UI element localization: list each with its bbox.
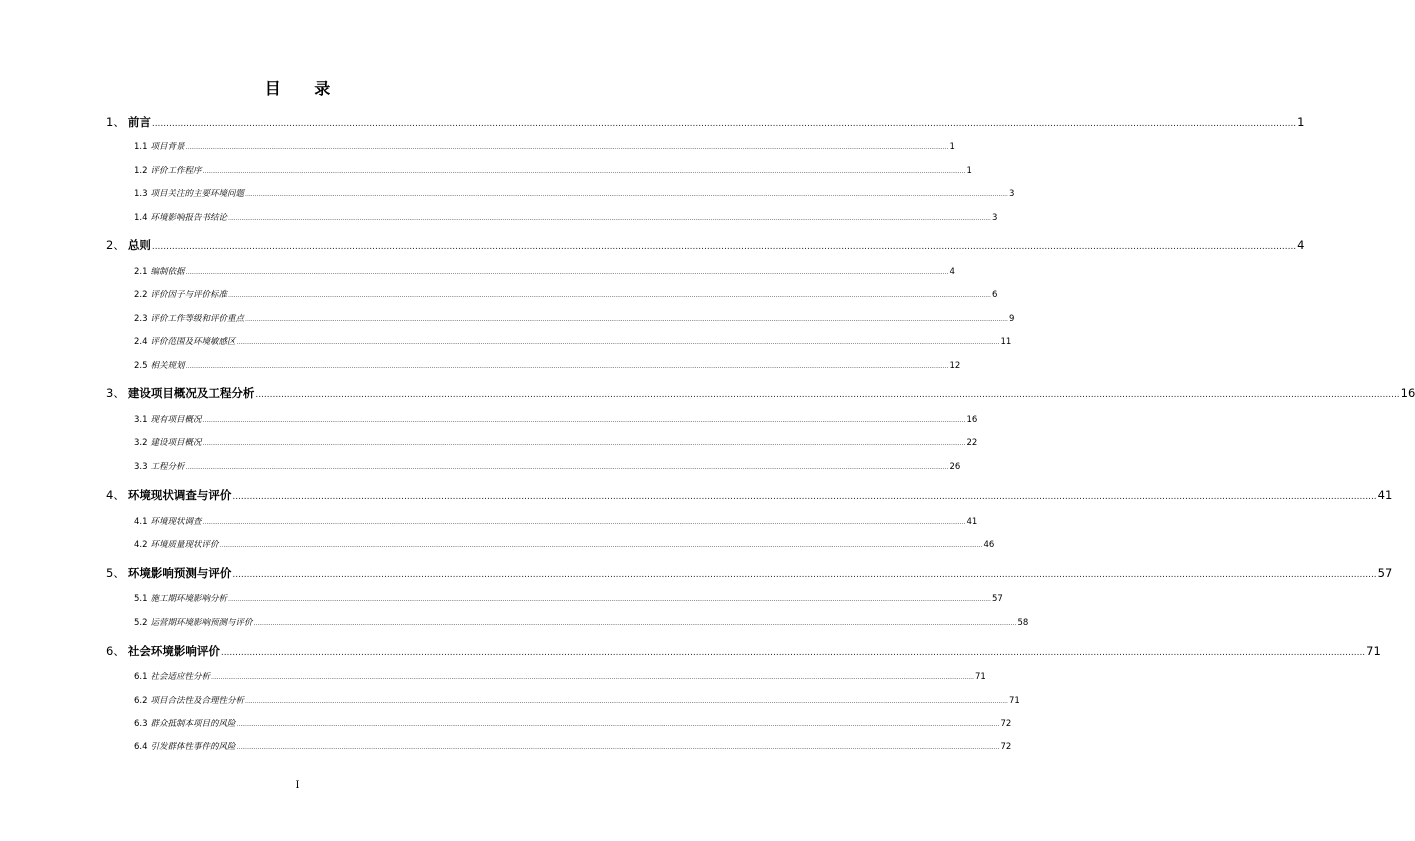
toc-entry-title: 环境影响预测与评价: [127, 566, 232, 580]
toc-entry-title: 项目关注的主要环境问题: [150, 189, 245, 199]
toc-chapter-entry[interactable]: [106, 237, 1305, 253]
toc-dot-leader: ................................................................................................................................................................................................................................................................................................................................................................................................................: [228, 596, 991, 603]
toc-dot-leader: ................................................................................................................................................................................................................................................................................................................................................................................................................: [185, 144, 949, 151]
toc-entry-number: 3.3: [134, 462, 148, 472]
toc-entry-title: 编制依据: [150, 267, 185, 277]
toc-entry-title: 环境现状调查与评价: [127, 488, 232, 502]
toc-dot-leader: ................................................................................................................................................................................................................................................................................................................................................................................................................: [151, 242, 1297, 252]
toc-entry-number: 5、: [106, 566, 125, 580]
toc-entry-page: 41: [1377, 488, 1393, 502]
toc-dot-leader: ................................................................................................................................................................................................................................................................................................................................................................................................................: [228, 292, 991, 299]
toc-section-entry[interactable]: [134, 164, 972, 176]
toc-section-entry[interactable]: [134, 288, 998, 300]
toc-dot-leader: ................................................................................................................................................................................................................................................................................................................................................................................................................: [202, 440, 966, 447]
toc-entry-title: 运营期环境影响预测与评价: [150, 618, 253, 628]
toc-entry-number: 1.1: [134, 142, 148, 152]
toc-chapter-entry[interactable]: [106, 565, 1393, 581]
toc-entry-number: 4.2: [134, 540, 148, 550]
toc-section-entry[interactable]: [134, 265, 955, 277]
toc-entry-page: 9: [1008, 314, 1015, 324]
toc-section-entry[interactable]: [134, 140, 955, 152]
toc-entry-page: 71: [1008, 696, 1020, 706]
toc-entry-number: 6、: [106, 644, 125, 658]
page-number: I: [295, 780, 300, 791]
toc-section-entry[interactable]: [134, 694, 1020, 706]
toc-entry-title: 建设项目概况: [150, 438, 202, 448]
toc-entry-number: 4、: [106, 488, 125, 502]
toc-entry-page: 71: [1366, 644, 1381, 658]
toc-chapter-entry[interactable]: [106, 487, 1393, 503]
toc-section-entry[interactable]: [134, 211, 998, 223]
toc-entry-number: 3.1: [134, 415, 148, 425]
toc-entry-title: 环境影响报告书结论: [150, 213, 228, 223]
toc-dot-leader: ................................................................................................................................................................................................................................................................................................................................................................................................................: [232, 570, 1377, 580]
toc-entry-page: 41: [966, 517, 978, 527]
toc-entry-title: 评价工作程序: [150, 166, 202, 176]
toc-entry-number: 2、: [106, 238, 125, 252]
toc-chapter-entry[interactable]: [106, 643, 1381, 659]
toc-entry-page: 46: [983, 540, 995, 550]
toc-entry-page: 1: [966, 166, 972, 176]
toc-entry-title: 项目背景: [150, 142, 185, 152]
toc-entry-number: 3、: [106, 386, 125, 400]
toc-entry-number: 1、: [106, 115, 125, 129]
toc-entry-page: 72: [1000, 742, 1012, 752]
toc-entry-title: 总则: [127, 238, 151, 252]
toc-entry-page: 26: [949, 462, 961, 472]
toc-dot-leader: ................................................................................................................................................................................................................................................................................................................................................................................................................: [255, 390, 1400, 400]
toc-dot-leader: ................................................................................................................................................................................................................................................................................................................................................................................................................: [219, 542, 983, 549]
toc-entry-number: 2.3: [134, 314, 148, 324]
toc-entry-title: 引发群体性事件的风险: [150, 742, 236, 752]
toc-entry-number: 6.3: [134, 719, 148, 729]
toc-dot-leader: ................................................................................................................................................................................................................................................................................................................................................................................................................: [236, 744, 1000, 751]
toc-dot-leader: ................................................................................................................................................................................................................................................................................................................................................................................................................: [202, 168, 966, 175]
toc-entry-page: 58: [1017, 618, 1029, 628]
toc-entry-page: 4: [949, 267, 955, 277]
toc-dot-leader: ................................................................................................................................................................................................................................................................................................................................................................................................................: [228, 215, 991, 222]
toc-dot-leader: ................................................................................................................................................................................................................................................................................................................................................................................................................: [202, 519, 966, 526]
toc-dot-leader: ................................................................................................................................................................................................................................................................................................................................................................................................................: [232, 492, 1377, 502]
toc-entry-title: 环境现状调查: [150, 517, 202, 527]
toc-entry-page: 57: [1377, 566, 1393, 580]
toc-section-entry[interactable]: [134, 460, 961, 472]
toc-entry-page: 1: [949, 142, 955, 152]
toc-entry-page: 16: [1400, 386, 1415, 400]
toc-entry-number: 2.1: [134, 267, 148, 277]
toc-dot-leader: ................................................................................................................................................................................................................................................................................................................................................................................................................: [185, 464, 949, 471]
toc-entry-number: 2.2: [134, 290, 148, 300]
toc-entry-title: 评价范围及环境敏感区: [150, 337, 236, 347]
toc-entry-title: 现有项目概况: [150, 415, 202, 425]
toc-dot-leader: ................................................................................................................................................................................................................................................................................................................................................................................................................: [185, 269, 949, 276]
toc-entry-page: 3: [991, 213, 998, 223]
toc-entry-number: 3.2: [134, 438, 148, 448]
toc-section-entry[interactable]: [134, 670, 986, 682]
toc-entry-page: 3: [1008, 189, 1015, 199]
toc-entry-title: 建设项目概况及工程分析: [127, 386, 255, 400]
toc-entry-title: 工程分析: [150, 462, 185, 472]
toc-dot-leader: ................................................................................................................................................................................................................................................................................................................................................................................................................: [202, 417, 966, 424]
toc-entry-page: 71: [974, 672, 986, 682]
toc-section-entry[interactable]: [134, 359, 961, 371]
toc-entry-title: 项目合法性及合理性分析: [150, 696, 245, 706]
toc-entry-number: 5.2: [134, 618, 148, 628]
toc-entry-number: 5.1: [134, 594, 148, 604]
toc-entry-title: 施工期环境影响分析: [150, 594, 228, 604]
toc-section-entry[interactable]: [134, 592, 1003, 604]
toc-entry-page: 57: [991, 594, 1003, 604]
toc-section-entry[interactable]: [134, 538, 995, 550]
toc-entry-page: 72: [1000, 719, 1012, 729]
toc-dot-leader: ................................................................................................................................................................................................................................................................................................................................................................................................................: [220, 648, 1366, 658]
toc-entry-page: 11: [1000, 337, 1012, 347]
toc-section-entry[interactable]: [134, 616, 1029, 628]
toc-section-entry[interactable]: [134, 740, 1012, 752]
toc-entry-number: 6.2: [134, 696, 148, 706]
toc-section-entry[interactable]: [134, 515, 978, 527]
toc-entry-page: 16: [966, 415, 978, 425]
toc-dot-leader: ................................................................................................................................................................................................................................................................................................................................................................................................................: [253, 620, 1017, 627]
toc-dot-leader: ................................................................................................................................................................................................................................................................................................................................................................................................................: [245, 698, 1008, 705]
toc-dot-leader: ................................................................................................................................................................................................................................................................................................................................................................................................................: [211, 674, 974, 681]
toc-entry-title: 社会适应性分析: [150, 672, 211, 682]
toc-dot-leader: ................................................................................................................................................................................................................................................................................................................................................................................................................: [245, 191, 1008, 198]
toc-dot-leader: ................................................................................................................................................................................................................................................................................................................................................................................................................: [185, 363, 949, 370]
toc-dot-leader: ................................................................................................................................................................................................................................................................................................................................................................................................................: [236, 721, 1000, 728]
toc-section-entry[interactable]: [134, 413, 978, 425]
toc-entry-title: 群众抵制本项目的风险: [150, 719, 236, 729]
toc-entry-title: 评价因子与评价标准: [150, 290, 228, 300]
toc-entry-number: 2.4: [134, 337, 148, 347]
toc-entry-number: 2.5: [134, 361, 148, 371]
toc-entry-page: 12: [949, 361, 961, 371]
toc-entry-number: 4.1: [134, 517, 148, 527]
toc-entry-page: 6: [991, 290, 998, 300]
toc-section-entry[interactable]: [134, 187, 1015, 199]
toc-section-entry[interactable]: [134, 335, 1012, 347]
toc-entry-number: 1.3: [134, 189, 148, 199]
toc-entry-number: 6.1: [134, 672, 148, 682]
toc-entry-title: 社会环境影响评价: [127, 644, 220, 658]
toc-entry-number: 1.2: [134, 166, 148, 176]
toc-section-entry[interactable]: [134, 436, 978, 448]
toc-entry-title: 评价工作等级和评价重点: [150, 314, 245, 324]
toc-entry-title: 环境质量现状评价: [150, 540, 219, 550]
toc-entry-title: 相关规划: [150, 361, 185, 371]
toc-entry-page: 1: [1297, 115, 1305, 129]
toc-chapter-entry[interactable]: [106, 114, 1305, 130]
toc-section-entry[interactable]: [134, 312, 1015, 324]
toc-dot-leader: ................................................................................................................................................................................................................................................................................................................................................................................................................: [151, 119, 1297, 129]
toc-chapter-entry[interactable]: [106, 385, 1415, 401]
toc-entry-page: 22: [966, 438, 978, 448]
toc-entry-page: 4: [1297, 238, 1305, 252]
toc-dot-leader: ................................................................................................................................................................................................................................................................................................................................................................................................................: [245, 316, 1008, 323]
toc-entry-title: 前言: [127, 115, 151, 129]
toc-entry-number: 1.4: [134, 213, 148, 223]
page-title: 目 录: [264, 79, 345, 98]
toc-entry-number: 6.4: [134, 742, 148, 752]
toc-dot-leader: ................................................................................................................................................................................................................................................................................................................................................................................................................: [236, 339, 1000, 346]
toc-section-entry[interactable]: [134, 717, 1012, 729]
